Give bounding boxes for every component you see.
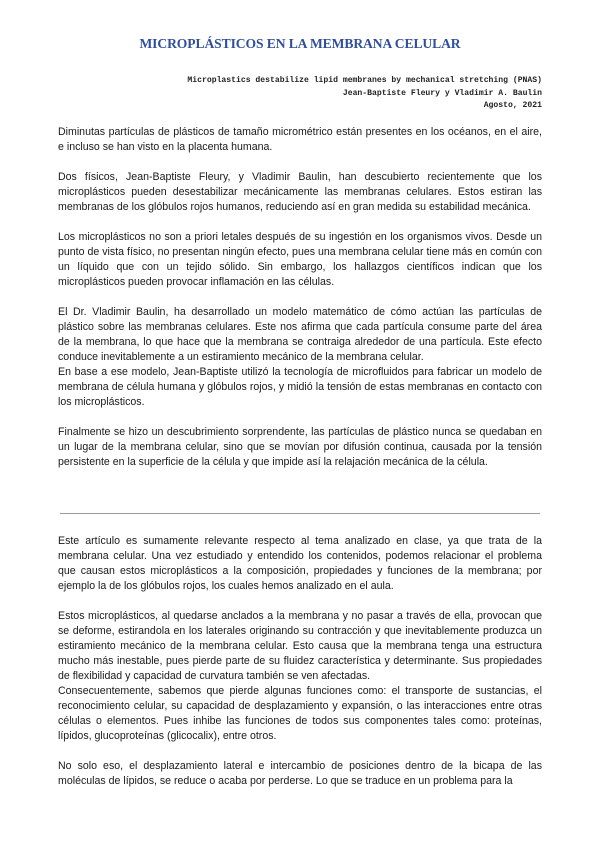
analysis-paragraph-3: Consecuentemente, sabemos que pierde algunas funciones como: el transporte de sustancias, el reconocimiento celular, su capacidad de desplazamiento y expansión, o las interacciones entre otras células o elementos. Pues inhibe las funciones de todos sus componentes tales como: proteínas, lípidos, glucoproteínas (glicocalix), entre otros. <box>58 685 542 742</box>
section-divider <box>60 513 540 514</box>
reference-date: Agosto, 2021 <box>483 101 542 110</box>
analysis-section <box>58 534 542 789</box>
summary-paragraph-3: Los microplásticos no son a priori letales después de su ingestión en los organismos vivos. Desde un punto de vista físico, no presentan ningún efecto, pues una membrana celular tiene más en común con un líquido que con un tejido sólido. Sin embargo, los hallazgos científicos indican que los microplásticos pueden provocar inflamación en las células. <box>58 231 542 288</box>
summary-paragraph-6: Finalmente se hizo un descubrimiento sorprendente, las partículas de plástico nunca se quedaban en un lugar de la membrana celular, sino que se movían por difusión continua, causada por la tensión persistente en la superficie de la célula y que impide así la relajación mecánica de la célula. <box>58 426 542 468</box>
article-reference <box>187 75 542 113</box>
analysis-paragraph-2: Estos microplásticos, al quedarse anclados a la membrana y no pasar a través de ella, provocan que se deforme, estirandola en los laterales originando su contracción y que inevitablemente produzca un estiramiento mecánico de la membrana celular. Esto causa que la membrana tenga una estructura mucho más inestable, pues pierde parte de su fluidez característica y determinante. Sus propiedades de flexibilidad y capacidad de curvatura también se ven afectadas. <box>58 610 542 682</box>
analysis-paragraph-4: No solo eso, el desplazamiento lateral e intercambio de posiciones dentro de la bicapa de las moléculas de lípidos, se reduce o acaba por perderse. Lo que se traduce en un problema para la <box>58 760 542 787</box>
summary-paragraph-4: El Dr. Vladimir Baulin, ha desarrollado un modelo matemático de cómo actúan las partículas de plástico sobre las membranas celulares. Este nos afirma que cada partícula consume parte del área de la membrana, lo que hace que la membrana se contraiga alrededor de una partícula. Este efecto conduce inevitablemente a un estiramiento mecánico de la membrana celular. <box>58 306 542 363</box>
summary-section <box>58 125 542 470</box>
reference-authors: Jean-Baptiste Fleury y Vladimir A. Baulin <box>342 88 542 98</box>
summary-paragraph-2: Dos físicos, Jean-Baptiste Fleury, y Vladimir Baulin, han descubierto recientemente que los microplásticos pueden desestabilizar mecánicamente las membranas celulares. Estos estiran las membranas de los glóbulos rojos humanos, reduciendo así en gran medida su estabilidad mecánica. <box>58 171 542 213</box>
reference-source: Microplastics destabilize lipid membranes by mechanical stretching (PNAS) <box>187 76 542 85</box>
document-title: MICROPLÁSTICOS EN LA MEMBRANA CELULAR <box>139 36 461 51</box>
summary-paragraph-5: En base a ese modelo, Jean-Baptiste utilizó la tecnología de microfluidos para fabricar un modelo de membrana de célula humana y glóbulos rojos, y midió la tensión de estas membranas en contacto con los microplásticos. <box>58 366 542 408</box>
analysis-paragraph-1: Este artículo es sumamente relevante respecto al tema analizado en clase, ya que trata de la membrana celular. Una vez estudiado y entendido los contenidos, podemos relacionar el problema que causan estos microplásticos a la composición, propiedades y funciones de la membrana; por ejemplo la de los glóbulos rojos, los cuales hemos analizado en el aula. <box>58 535 542 592</box>
summary-paragraph-1: Diminutas partículas de plásticos de tamaño micrométrico están presentes en los océanos, en el aire, e incluso se han visto en la placenta humana. <box>58 126 542 153</box>
